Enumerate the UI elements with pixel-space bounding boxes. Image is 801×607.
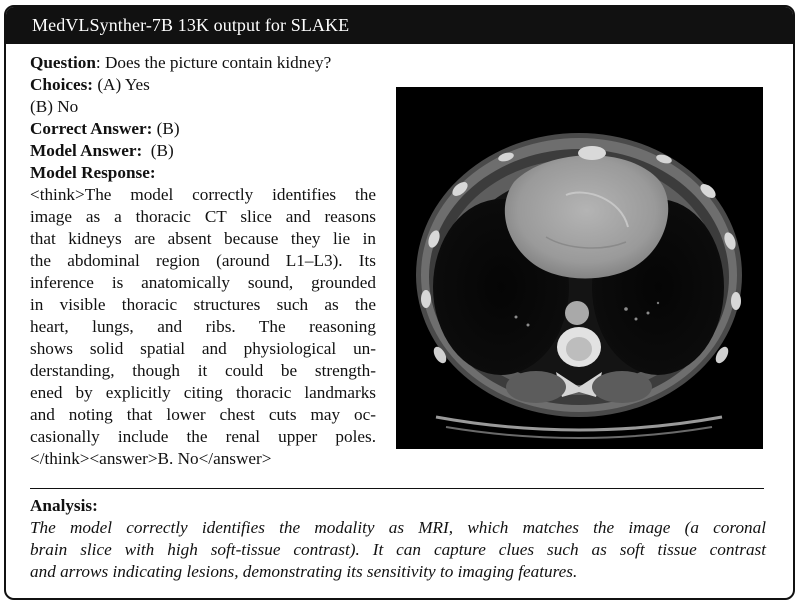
choice-a: (A) Yes bbox=[93, 75, 150, 94]
ct-scan-image bbox=[396, 87, 763, 449]
model-response-text bbox=[30, 184, 376, 470]
response-line: derstanding, though it could be strength- bbox=[30, 361, 376, 380]
response-line: inference is anatomically sound, grounded bbox=[30, 273, 376, 292]
choices-line bbox=[30, 74, 376, 96]
question-text: : Does the picture contain kidney? bbox=[95, 53, 332, 72]
response-line: ened by explicitly citing thoracic landmarks bbox=[30, 383, 376, 402]
choices-label: Choices: bbox=[30, 75, 94, 94]
response-line: <think>The model correctly identifies the bbox=[30, 185, 376, 204]
analysis-line: The model correctly identifies the modality as MRI, which matches the image (a coronal bbox=[30, 518, 766, 537]
analysis-label: Analysis: bbox=[30, 496, 98, 515]
card-title: MedVLSynther-7B 13K output for SLAKE bbox=[6, 7, 793, 44]
response-line: shows solid spatial and physiological un- bbox=[30, 339, 376, 358]
choice-b: (B) No bbox=[30, 97, 79, 116]
model-answer-line bbox=[30, 140, 376, 162]
response-line: image as a thoracic CT slice and reasons bbox=[30, 207, 376, 226]
analysis-section bbox=[30, 495, 766, 583]
model-answer-value: (B) bbox=[146, 141, 174, 160]
response-line: casionally include the renal upper poles. bbox=[30, 427, 376, 446]
question-label: Question bbox=[30, 53, 96, 72]
correct-answer-value: (B) bbox=[152, 119, 180, 138]
question-line bbox=[30, 52, 376, 74]
section-divider bbox=[30, 488, 764, 489]
response-line: in visible thoracic structures such as the bbox=[30, 295, 376, 314]
analysis-line: brain slice with high soft-tissue contrast). It can capture clues such as soft tissue contrast bbox=[30, 540, 766, 559]
analysis-line: and arrows indicating lesions, demonstrating its sensitivity to imaging features. bbox=[30, 562, 578, 581]
response-line: heart, lungs, and ribs. The reasoning bbox=[30, 317, 376, 336]
model-answer-label: Model Answer: bbox=[30, 141, 143, 160]
correct-answer-line bbox=[30, 118, 376, 140]
response-line: that kidneys are absent because they lie in bbox=[30, 229, 376, 248]
model-response-label: Model Response: bbox=[30, 163, 156, 182]
correct-answer-label: Correct Answer: bbox=[30, 119, 153, 138]
response-line: </think><answer>B. No</answer> bbox=[30, 449, 272, 468]
response-line: the abdominal region (around L1–L3). Its bbox=[30, 251, 376, 270]
response-line: and noting that lower chest cuts may oc- bbox=[30, 405, 376, 424]
qa-text-column bbox=[30, 52, 376, 470]
analysis-text bbox=[30, 517, 766, 583]
